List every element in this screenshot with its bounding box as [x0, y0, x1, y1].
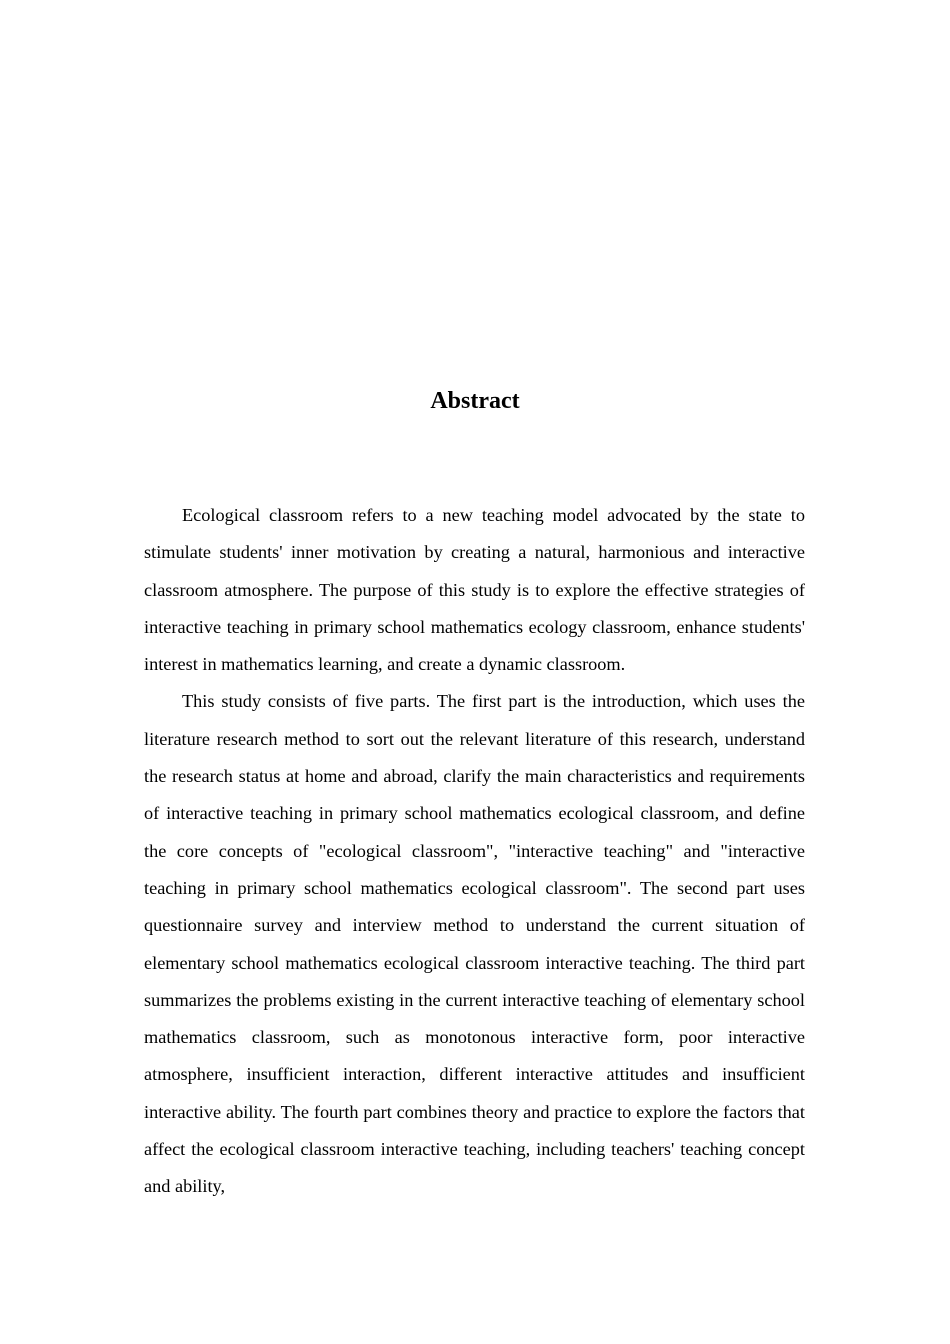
abstract-body [144, 497, 805, 1206]
abstract-paragraph: Ecological classroom refers to a new teaching model advocated by the state to stimulate students' inner motivation by creating a natural, harmonious and interactive classroom atmosphere. The purpose of this study is to explore the effective strategies of interactive teaching in primary school mathematics ecology classroom, enhance students' interest in mathematics learning, and create a dynamic classroom. [144, 505, 805, 675]
abstract-paragraph: This study consists of five parts. The first part is the introduction, which uses the literature research method to sort out the relevant literature of this research, understand the research status at home and abroad, clarify the main characteristics and requirements of interactive teaching in primary school mathematics ecological classroom, and define the core concepts of "ecological classroom", "interactive teaching" and "interactive teaching in primary school mathematics ecological classroom". The second part uses questionnaire survey and interview method to understand the current situation of elementary school mathematics ecological classroom interactive teaching. The third part summarizes the problems existing in the current interactive teaching of elementary school mathematics classroom, such as monotonous interactive form, poor interactive atmosphere, insufficient interaction, different interactive attitudes and insufficient interactive ability. The fourth part combines theory and practice to explore the factors that affect the ecological classroom interactive teaching, including teachers' teaching concept and ability, [144, 691, 805, 1197]
abstract-title: Abstract [430, 388, 520, 414]
